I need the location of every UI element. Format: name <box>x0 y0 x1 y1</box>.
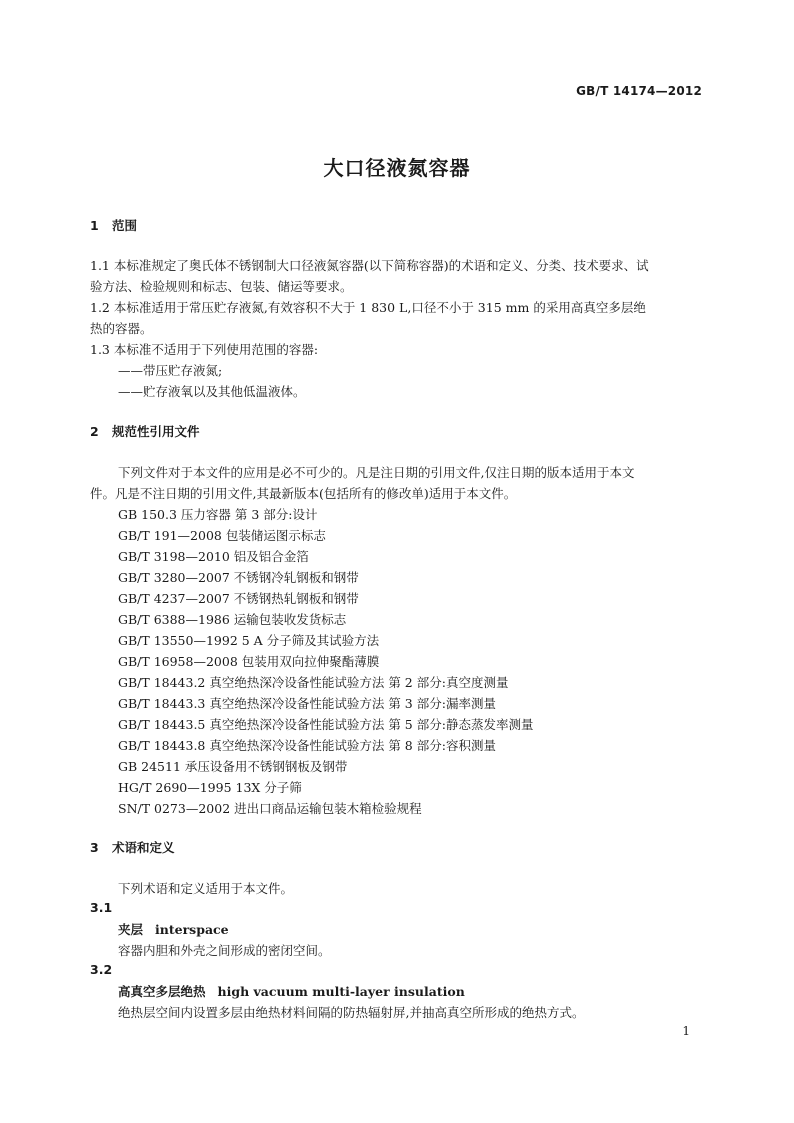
term-3-2 <box>118 982 465 1000</box>
section-2-heading <box>90 422 200 440</box>
reference-item: GB/T 18443.8 真空绝热深冷设备性能试验方法 第 8 部分:容积测量 <box>118 738 496 753</box>
reference-item: GB 150.3 压力容器 第 3 部分:设计 <box>118 507 318 522</box>
term-3-1-en: interspace <box>155 922 229 937</box>
term-3-2-cn: 高真空多层绝热 <box>118 984 206 999</box>
section-3-number: 3 <box>90 840 99 855</box>
term-3-1-number: 3.1 <box>90 900 113 915</box>
clause-1-2-line1: 1.2 本标准适用于常压贮存液氮,有效容积不大于 1 830 L,口径不小于 315 mm 的采用高真空多层绝 <box>90 300 646 315</box>
section-1-title: 范围 <box>112 218 138 233</box>
term-3-2-en: high vacuum multi-layer insulation <box>217 984 465 999</box>
reference-item: GB/T 18443.5 真空绝热深冷设备性能试验方法 第 5 部分:静态蒸发率测量 <box>118 717 534 732</box>
reference-item: SN/T 0273—2002 进出口商品运输包装木箱检验规程 <box>118 801 422 816</box>
page-title: 大口径液氮容器 <box>323 156 471 180</box>
term-3-2-number: 3.2 <box>90 962 113 977</box>
section-2-number: 2 <box>90 424 99 439</box>
term-3-2-definition: 绝热层空间内设置多层由绝热材料间隔的防热辐射屏,并抽高真空所形成的绝热方式。 <box>118 1005 585 1020</box>
section-3-title: 术语和定义 <box>112 840 175 855</box>
section-3-heading <box>90 838 175 856</box>
reference-item: GB/T 18443.3 真空绝热深冷设备性能试验方法 第 3 部分:漏率测量 <box>118 696 496 711</box>
standard-number: GB/T 14174—2012 <box>576 84 702 98</box>
dash-item-2: ——贮存液氧以及其他低温液体。 <box>118 384 306 399</box>
reference-item: GB/T 3280—2007 不锈钢冷轧钢板和钢带 <box>118 570 359 585</box>
section-1-number: 1 <box>90 218 99 233</box>
section-2-intro-line1: 下列文件对于本文件的应用是必不可少的。凡是注日期的引用文件,仅注日期的版本适用于本文 <box>118 465 635 480</box>
reference-item: GB/T 3198—2010 铝及铝合金箔 <box>118 549 309 564</box>
clause-1-2-line2: 热的容器。 <box>90 321 153 336</box>
dash-item-1: ——带压贮存液氮; <box>118 363 223 378</box>
reference-item: GB 24511 承压设备用不锈钢钢板及钢带 <box>118 759 348 774</box>
section-2-title: 规范性引用文件 <box>112 424 200 439</box>
section-3-intro: 下列术语和定义适用于本文件。 <box>118 881 294 896</box>
section-1-heading <box>90 216 137 234</box>
reference-item: GB/T 6388—1986 运输包装收发货标志 <box>118 612 347 627</box>
term-3-1 <box>118 920 229 938</box>
section-2-intro-line2: 件。凡是不注日期的引用文件,其最新版本(包括所有的修改单)适用于本文件。 <box>90 486 517 501</box>
clause-1-3: 1.3 本标准不适用于下列使用范围的容器: <box>90 342 319 357</box>
reference-item: GB/T 4237—2007 不锈钢热轧钢板和钢带 <box>118 591 359 606</box>
reference-item: GB/T 13550—1992 5 A 分子筛及其试验方法 <box>118 633 380 648</box>
term-3-1-cn: 夹层 <box>118 922 144 937</box>
term-3-1-definition: 容器内胆和外壳之间形成的密闭空间。 <box>118 943 331 958</box>
page-number: 1 <box>682 1024 690 1038</box>
reference-item: HG/T 2690—1995 13X 分子筛 <box>118 780 302 795</box>
reference-item: GB/T 18443.2 真空绝热深冷设备性能试验方法 第 2 部分:真空度测量 <box>118 675 509 690</box>
clause-1-1-line2: 验方法、检验规则和标志、包装、储运等要求。 <box>90 279 353 294</box>
reference-item: GB/T 16958—2008 包装用双向拉伸聚酯薄膜 <box>118 654 380 669</box>
reference-item: GB/T 191—2008 包装储运图示标志 <box>118 528 326 543</box>
clause-1-1-line1: 1.1 本标准规定了奥氏体不锈钢制大口径液氮容器(以下简称容器)的术语和定义、分类、技术要求、试 <box>90 258 649 273</box>
